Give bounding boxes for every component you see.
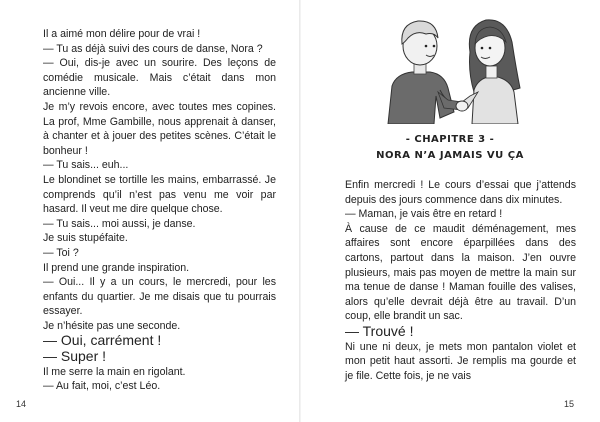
paragraph: Il prend une grande inspiration.: [43, 261, 190, 274]
paragraph: Ni une ni deux, je mets mon pantalon violet et mon petit haut assorti. Je remplis ma gourde et je file. Cette fois, je ne vais: [345, 340, 576, 382]
boy-figure: [388, 21, 462, 124]
paragraph: — Au fait, moi, c’est Léo.: [43, 380, 161, 393]
two-children-handshake-illustration: [378, 8, 526, 124]
paragraph: Je n’hésite pas une seconde.: [43, 319, 181, 332]
right-page: [300, 0, 600, 422]
paragraph-emphasis: — Oui, carrément !: [43, 332, 162, 349]
paragraph: — Toi ?: [43, 246, 79, 259]
paragraph: À cause de ce maudit déménagement, mes affaires sont encore éparpillées dans des cartons, partout dans la maison. J’en ouvre plusieurs, mais pas moyen de mettre la main sur ma tenue de danse ! Maman fouille des valises, alors qu’elle devrait déjà être au travail. D’un coup, elle brandit un sac.: [345, 222, 576, 323]
left-page-text: [43, 27, 276, 394]
paragraph: — Tu as déjà suivi des cours de danse, Nora ?: [43, 42, 263, 55]
paragraph: Je m’y revois encore, avec toutes mes copines. La prof, Mme Gambille, nous apprenait à danser, à chanter et à jouer des petites scènes. C’était le bonheur !: [43, 100, 276, 157]
paragraph: — Tu sais... euh...: [43, 159, 129, 172]
paragraph: Enfin mercredi ! Le cours d’essai que j’attends depuis des jours commence dans dix minutes.: [345, 179, 576, 206]
paragraph: Il me serre la main en rigolant.: [43, 365, 186, 378]
chapter-number: - CHAPITRE 3 -: [405, 134, 495, 145]
page-number-right: 15: [564, 399, 575, 409]
right-page-text: [345, 178, 576, 383]
paragraph: — Maman, je vais être en retard !: [345, 208, 503, 221]
handshake: [456, 101, 468, 111]
paragraph: Il a aimé mon délire pour de vrai !: [43, 28, 201, 40]
chapter-title: NORA N’A JAMAIS VU ÇA: [376, 150, 524, 161]
page-number-left: 14: [16, 399, 27, 409]
girl-figure: [462, 20, 520, 124]
paragraph: — Tu sais... moi aussi, je danse.: [43, 217, 196, 230]
paragraph: — Oui, dis-je avec un sourire. Des leçons de comédie musicale. Mais c’était dans mon ancienne ville.: [43, 57, 276, 99]
paragraph: — Oui... Il y a un cours, le mercredi, pour les enfants du quartier. Je me disais que tu pourrais essayer.: [43, 276, 276, 318]
paragraph: Le blondinet se tortille les mains, embarrassé. Je comprends qu’il n’est pas venu me voir par hasard. Il veut me dire quelque chose.: [43, 173, 276, 216]
paragraph-emphasis: — Super !: [43, 348, 107, 365]
paragraph: Je suis stupéfaite.: [43, 232, 128, 245]
paragraph-emphasis: — Trouvé !: [345, 322, 414, 339]
